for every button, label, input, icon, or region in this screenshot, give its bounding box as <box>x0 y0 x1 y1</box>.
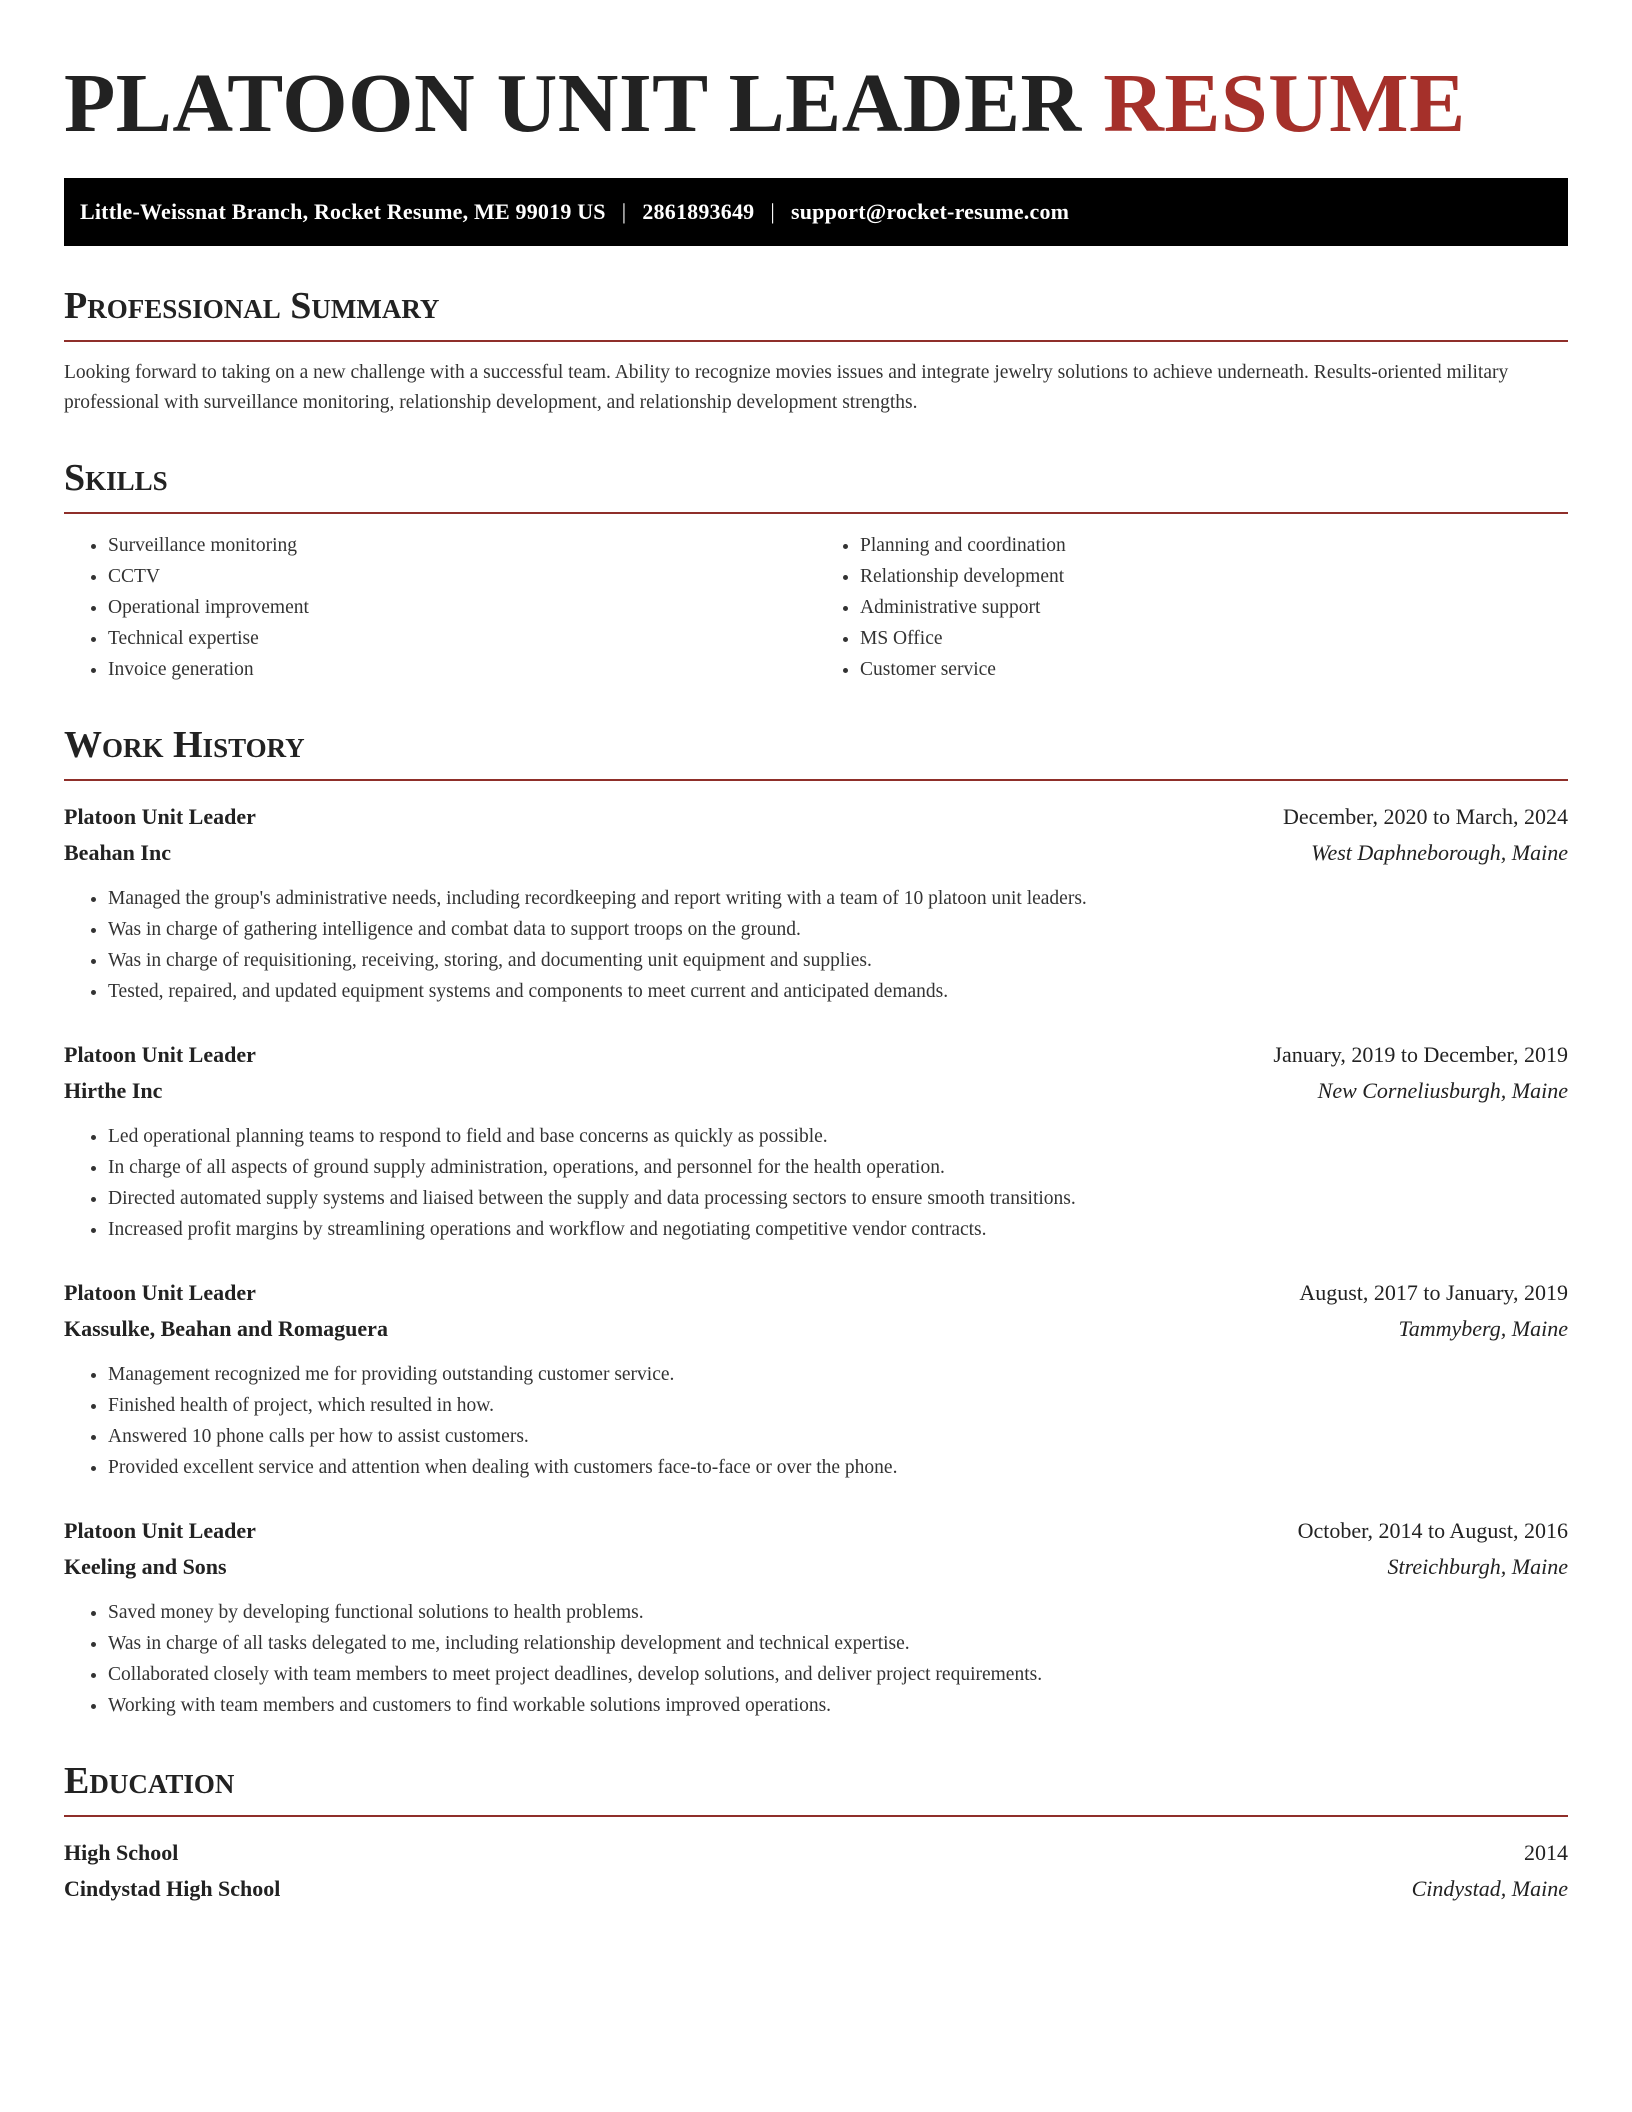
skill-item: • Administrative support <box>860 592 1568 623</box>
job-company: Hirthe Inc <box>64 1078 163 1103</box>
job-bullet: • Directed automated supply systems and liaised between the supply and data processing sectors to ensure smooth transitions. <box>108 1183 1568 1214</box>
contact-address: Little-Weissnat Branch, Rocket Resume, ME 99019 US <box>80 199 606 224</box>
job-location: New Corneliusburgh, Maine <box>1317 1078 1568 1103</box>
education-heading: Education <box>64 1759 1568 1817</box>
job-title: Platoon Unit Leader <box>64 804 256 829</box>
job-company-row <box>64 1311 1568 1347</box>
education-entry <box>64 1835 1568 1907</box>
education-degree: High School <box>64 1840 179 1865</box>
job-bullet: • Tested, repaired, and updated equipment systems and components to meet current and anticipated demands. <box>108 976 1568 1007</box>
skill-item: • Customer service <box>860 654 1568 685</box>
job-bullet: • Was in charge of requisitioning, receiving, storing, and documenting unit equipment and supplies. <box>108 945 1568 976</box>
job-title: Platoon Unit Leader <box>64 1518 256 1543</box>
education-year: 2014 <box>1524 1840 1568 1865</box>
summary-text: Looking forward to taking on a new challenge with a successful team. Ability to recognize movies issues and integrate jewelry solutions to achieve underneath. Results-oriented military professional with surveillance monitoring, relationship development, and relationship development strengths. <box>64 362 1509 413</box>
skill-item: • Relationship development <box>860 561 1568 592</box>
job-bullets <box>64 1121 1568 1245</box>
skill-item: • CCTV <box>108 561 816 592</box>
job-company-row <box>64 1073 1568 1109</box>
work-history-heading: Work History <box>64 723 1568 781</box>
job-company-row <box>64 835 1568 871</box>
education-location: Cindystad, Maine <box>1411 1876 1568 1901</box>
job-bullet: • Saved money by developing functional solutions to health problems. <box>108 1597 1568 1628</box>
job-entry <box>64 799 1568 1007</box>
job-location: West Daphneborough, Maine <box>1311 840 1568 865</box>
contact-phone: 2861893649 <box>642 199 755 224</box>
job-bullet: • Finished health of project, which resulted in how. <box>108 1390 1568 1421</box>
job-company: Beahan Inc <box>64 840 171 865</box>
job-entry <box>64 1037 1568 1245</box>
title-accent: RESUME <box>1103 57 1466 150</box>
job-bullet: • Working with team members and customers to find workable solutions improved operations. <box>108 1690 1568 1721</box>
skill-item: • Invoice generation <box>108 654 816 685</box>
contact-bar <box>64 178 1568 246</box>
job-bullet: • Provided excellent service and attention when dealing with customers face-to-face or over the phone. <box>108 1452 1568 1483</box>
job-bullet: • Answered 10 phone calls per how to assist customers. <box>108 1421 1568 1452</box>
job-bullets <box>64 883 1568 1007</box>
skill-item: • Operational improvement <box>108 592 816 623</box>
job-company-row <box>64 1549 1568 1585</box>
job-entry <box>64 1513 1568 1721</box>
job-dates: December, 2020 to March, 2024 <box>1282 804 1568 829</box>
job-bullet: • Collaborated closely with team members to meet project deadlines, develop solutions, and deliver project requirements. <box>108 1659 1568 1690</box>
summary-heading: Professional Summary <box>64 284 1568 342</box>
job-company: Keeling and Sons <box>64 1554 227 1579</box>
education-section <box>64 1759 1568 1907</box>
job-bullets <box>64 1359 1568 1483</box>
job-bullet: • Led operational planning teams to respond to field and base concerns as quickly as possible. <box>108 1121 1568 1152</box>
job-header-row <box>64 1037 1568 1073</box>
resume-title <box>64 58 1568 150</box>
job-company: Kassulke, Beahan and Romaguera <box>64 1316 388 1341</box>
work-history-section <box>64 723 1568 1721</box>
title-main: PLATOON UNIT LEADER <box>64 57 1082 150</box>
skill-item: • Planning and coordination <box>860 530 1568 561</box>
skills-section <box>64 456 1568 685</box>
skill-item: • Surveillance monitoring <box>108 530 816 561</box>
job-dates: August, 2017 to January, 2019 <box>1299 1280 1568 1305</box>
summary-section <box>64 284 1568 418</box>
skills-column-right <box>816 530 1568 685</box>
job-location: Tammyberg, Maine <box>1398 1316 1568 1341</box>
contact-email: support@rocket-resume.com <box>790 199 1070 224</box>
job-bullet: • Management recognized me for providing outstanding customer service. <box>108 1359 1568 1390</box>
skills-heading: Skills <box>64 456 1568 514</box>
skill-item: • MS Office <box>860 623 1568 654</box>
contact-separator: | <box>770 199 775 224</box>
job-bullets <box>64 1597 1568 1721</box>
job-dates: January, 2019 to December, 2019 <box>1273 1042 1568 1067</box>
job-title: Platoon Unit Leader <box>64 1280 256 1305</box>
skills-column-left <box>64 530 816 685</box>
contact-separator: | <box>621 199 627 224</box>
job-header-row <box>64 1513 1568 1549</box>
education-degree-row <box>64 1835 1568 1871</box>
education-school-row <box>64 1871 1568 1907</box>
job-bullet: • Was in charge of all tasks delegated to me, including relationship development and technical expertise. <box>108 1628 1568 1659</box>
job-bullet: • In charge of all aspects of ground supply administration, operations, and personnel for the health operation. <box>108 1152 1568 1183</box>
job-bullet: • Increased profit margins by streamlining operations and workflow and negotiating competitive vendor contracts. <box>108 1214 1568 1245</box>
job-header-row <box>64 1275 1568 1311</box>
skills-list <box>64 530 1568 685</box>
education-school: Cindystad High School <box>64 1876 281 1901</box>
job-location: Streichburgh, Maine <box>1387 1554 1568 1579</box>
job-header-row <box>64 799 1568 835</box>
job-title: Platoon Unit Leader <box>64 1042 256 1067</box>
job-entry <box>64 1275 1568 1483</box>
job-bullet: • Managed the group's administrative needs, including recordkeeping and report writing with a team of 10 platoon unit leaders. <box>108 883 1568 914</box>
job-dates: October, 2014 to August, 2016 <box>1297 1518 1568 1543</box>
job-bullet: • Was in charge of gathering intelligence and combat data to support troops on the ground. <box>108 914 1568 945</box>
skill-item: • Technical expertise <box>108 623 816 654</box>
